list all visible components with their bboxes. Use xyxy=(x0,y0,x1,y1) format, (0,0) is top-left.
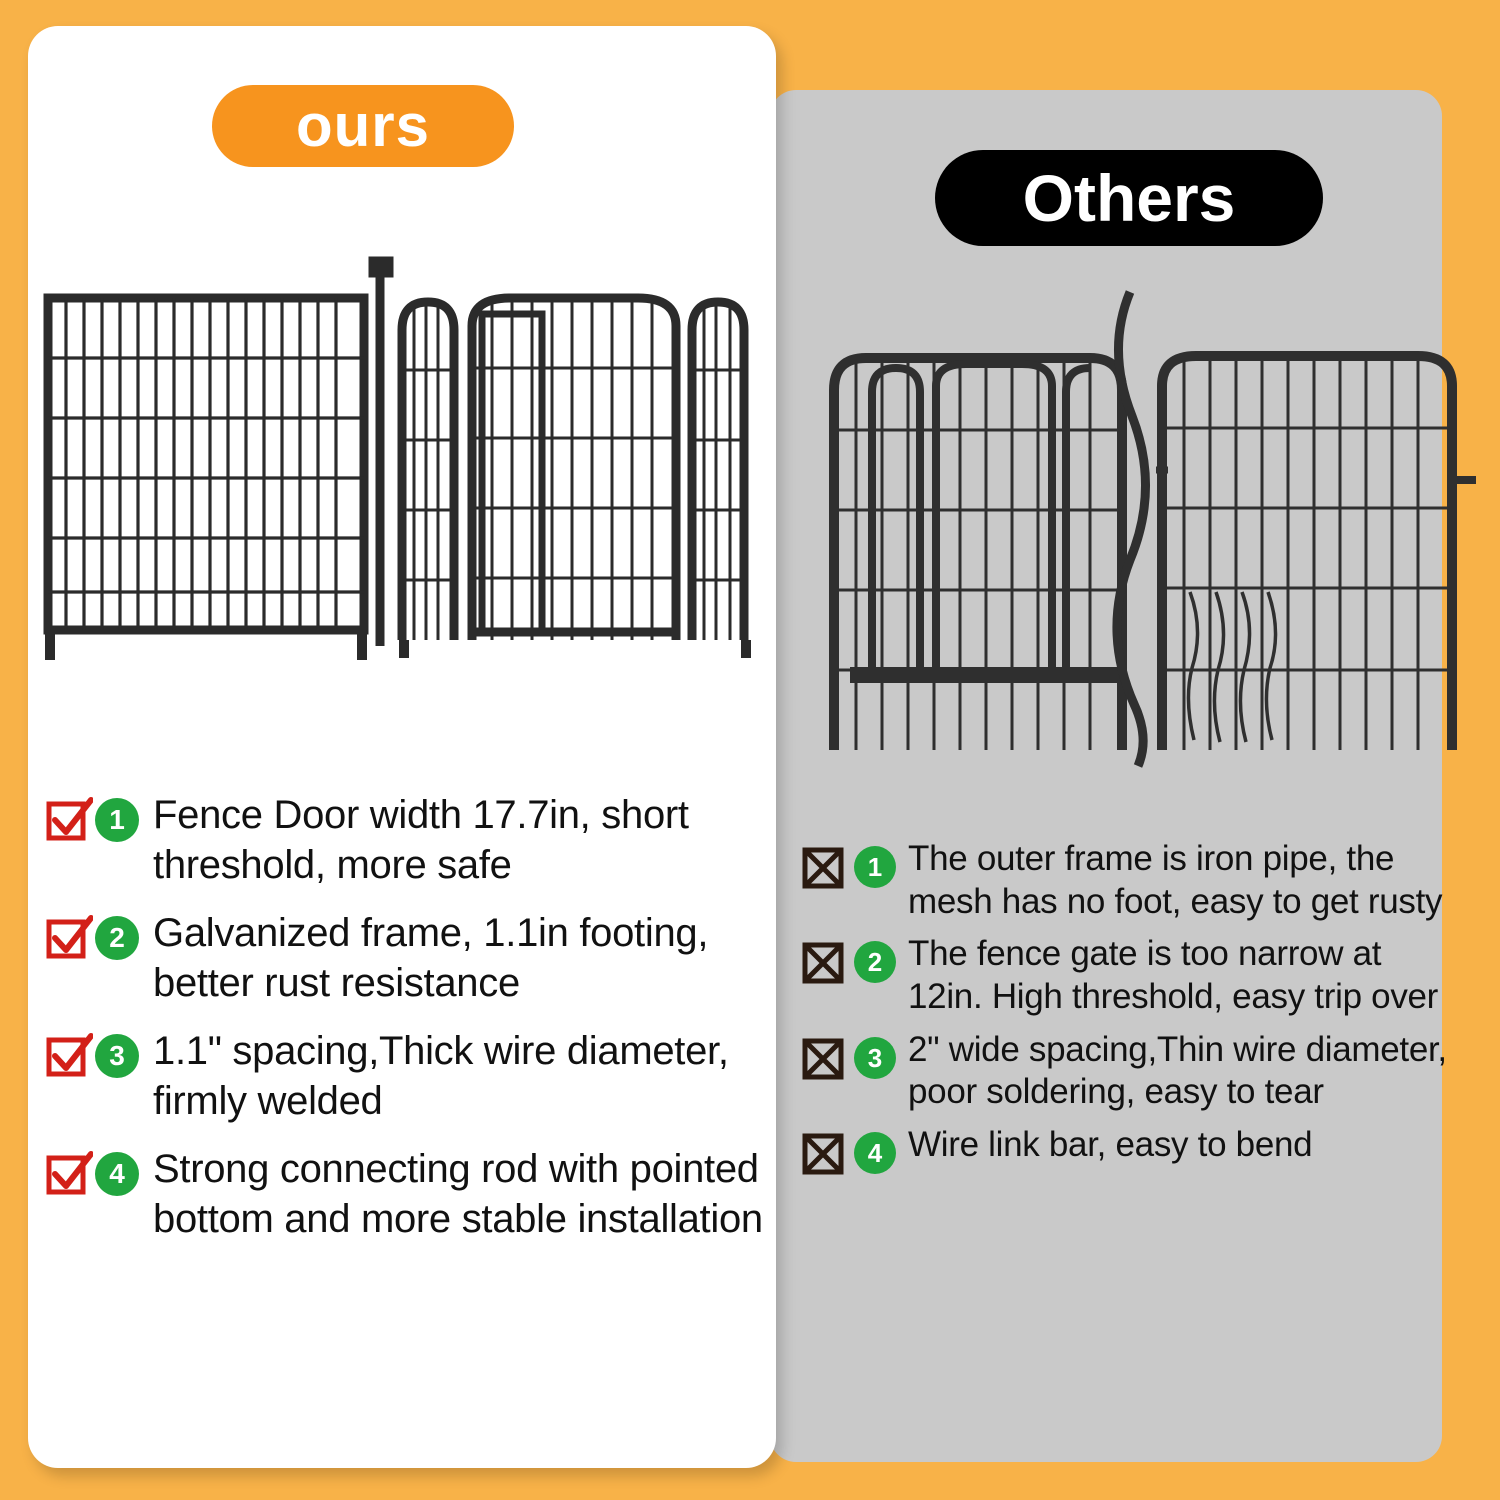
feature-number: 1 xyxy=(95,798,139,842)
feature-text: Strong connecting rod with pointed bottom and more stable installation xyxy=(153,1147,763,1241)
list-item xyxy=(800,933,1460,1018)
others-product-image xyxy=(790,280,1480,780)
feature-text: The fence gate is too narrow at 12in. High threshold, easy trip over xyxy=(908,934,1439,1017)
feature-text: The outer frame is iron pipe, the mesh has no foot, easy to get rusty xyxy=(908,839,1443,921)
others-badge: Others xyxy=(935,150,1323,246)
feature-number: 1 xyxy=(854,846,896,888)
checkbox-crossed-icon xyxy=(800,1035,848,1083)
list-item xyxy=(800,1124,1460,1178)
checkbox-checked-icon xyxy=(45,1150,93,1198)
list-item xyxy=(800,1029,1460,1114)
feature-number: 3 xyxy=(95,1034,139,1078)
feature-text: 1.1" spacing,Thick wire diameter, firmly welded xyxy=(153,1029,729,1123)
feature-number: 3 xyxy=(854,1037,896,1079)
ours-product-image xyxy=(20,240,780,760)
feature-text: Fence Door width 17.7in, short threshold, more safe xyxy=(153,793,689,887)
checkbox-crossed-icon xyxy=(800,939,848,987)
feature-number: 2 xyxy=(95,916,139,960)
checkbox-checked-icon xyxy=(45,914,93,962)
ours-badge: ours xyxy=(212,85,514,167)
list-item xyxy=(45,1026,765,1126)
feature-text: Wire link bar, easy to bend xyxy=(908,1125,1313,1165)
ours-feature-list xyxy=(45,790,765,1262)
list-item xyxy=(45,1144,765,1244)
list-item xyxy=(45,790,765,890)
list-item xyxy=(800,838,1460,923)
feature-number: 2 xyxy=(854,941,896,983)
checkbox-crossed-icon xyxy=(800,1130,848,1178)
checkbox-checked-icon xyxy=(45,1032,93,1080)
list-item xyxy=(45,908,765,1008)
checkbox-checked-icon xyxy=(45,796,93,844)
checkbox-crossed-icon xyxy=(800,844,848,892)
feature-number: 4 xyxy=(95,1152,139,1196)
feature-text: Galvanized frame, 1.1in footing, better rust resistance xyxy=(153,911,709,1005)
feature-text: 2" wide spacing,Thin wire diameter, poor soldering, easy to tear xyxy=(908,1029,1447,1112)
others-feature-list xyxy=(800,838,1460,1188)
feature-number: 4 xyxy=(854,1132,896,1174)
